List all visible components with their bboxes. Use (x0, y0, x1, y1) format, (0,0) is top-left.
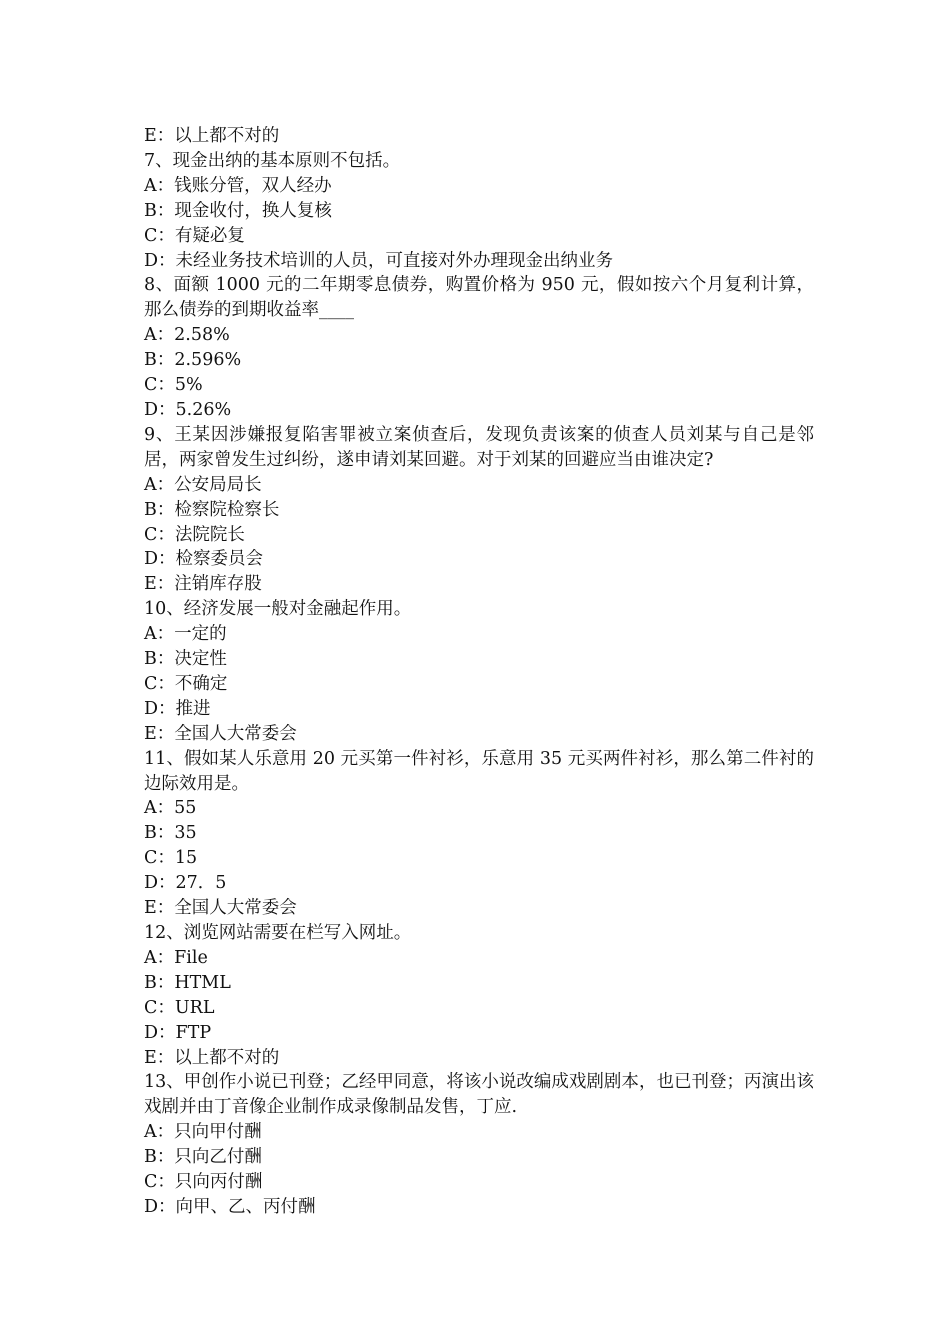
option-line: E：全国人大常委会 (144, 898, 297, 919)
option-line: E：全国人大常委会 (144, 723, 297, 744)
option-line: C：只向丙付酬 (144, 1172, 263, 1193)
option-line: D：27．5 (144, 873, 227, 894)
option-line: D：5.26% (144, 399, 232, 420)
option-line: B：现金收付，换人复核 (144, 200, 332, 221)
option-line: D：检察委员会 (144, 549, 264, 570)
option-line: B：35 (144, 823, 197, 844)
option-line: C：法院院长 (144, 524, 245, 545)
option-line: B：只向乙付酬 (144, 1147, 262, 1168)
question-line: 13、甲创作小说已刊登；乙经甲同意，将该小说改编成戏剧剧本，也已刊登；丙演出该戏剧并由丁音像企业制作成录像制品发售，丁应. (144, 1072, 814, 1118)
option-line: C：5% (144, 375, 203, 396)
option-line: D：向甲、乙、丙付酬 (144, 1196, 316, 1217)
option-line: C：URL (144, 997, 215, 1018)
option-line: A：只向甲付酬 (144, 1122, 262, 1143)
question-line: 9、王某因涉嫌报复陷害罪被立案侦查后，发现负责该案的侦查人员刘某与自己是邻居，两家曾发生过纠纷，遂申请刘某回避。对于刘某的回避应当由谁决定? (144, 424, 814, 470)
option-line: A：钱账分管，双人经办 (144, 175, 332, 196)
option-line: C：15 (144, 848, 198, 869)
option-line: E：以上都不对的 (144, 1047, 280, 1068)
option-line: A：2.58% (144, 325, 230, 346)
option-line: D：未经业务技术培训的人员，可直接对外办理现金出纳业务 (144, 250, 614, 271)
option-line: A：55 (144, 798, 197, 819)
option-line: E：注销库存股 (144, 574, 262, 595)
option-line: A：File (144, 947, 208, 968)
option-line: E：以上都不对的 (144, 126, 280, 146)
question-line: 7、现金出纳的基本原则不包括。 (144, 150, 401, 171)
option-line: A：一定的 (144, 624, 227, 645)
option-line: C：不确定 (144, 673, 228, 694)
option-line: A：公安局局长 (144, 474, 262, 495)
option-line: C：有疑必复 (144, 225, 245, 246)
option-line: B：2.596% (144, 350, 242, 371)
option-line: B：检察院检察长 (144, 499, 280, 520)
question-line: 8、面额 1000 元的二年期零息债券，购置价格为 950 元，假如按六个月复利计算，那么债券的到期收益率____ (144, 275, 814, 321)
question-line: 12、浏览网站需要在栏写入网址。 (144, 923, 412, 943)
option-line: D：推进 (144, 698, 211, 719)
question-list (144, 124, 814, 1220)
option-line: D：FTP (144, 1022, 212, 1043)
option-line: B：决定性 (144, 649, 227, 670)
question-line: 11、假如某人乐意用 20 元买第一件衬衫，乐意用 35 元买两件衬衫，那么第二件衬的边际效用是。 (144, 748, 814, 794)
option-line: B：HTML (144, 972, 231, 993)
question-line: 10、经济发展一般对金融起作用。 (144, 599, 412, 620)
